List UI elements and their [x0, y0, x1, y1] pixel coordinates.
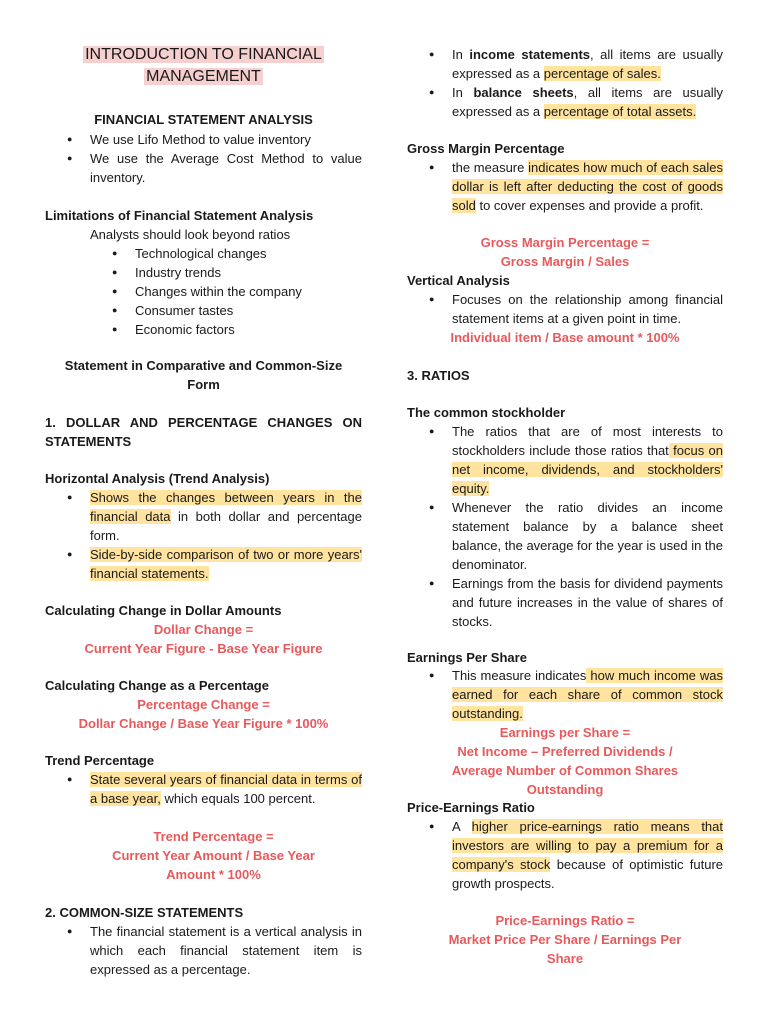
- highlighted-text: percentage of sales.: [543, 66, 661, 81]
- highlighted-text: how much income was earned for each share of common stock outstanding.: [452, 668, 723, 721]
- common-size-list: [45, 922, 362, 979]
- trend-formula-line-1: Trend Percentage =: [153, 829, 274, 844]
- vertical-heading: Vertical Analysis: [407, 273, 510, 288]
- highlighted-text: Shows the changes between years in the financial data: [90, 490, 362, 524]
- list-item: ● Whenever the ratio divides an income statement balance by a balance sheet balance, the average for the year is used in the denominator.: [407, 498, 723, 574]
- gross-margin-heading: Gross Margin Percentage: [407, 141, 565, 156]
- list-item-text: In: [452, 85, 474, 100]
- pe-formula-line-2: Market Price Per Share / Earnings Per: [448, 932, 682, 947]
- trend-formula-line-3: Amount * 100%: [166, 867, 261, 882]
- list-item-text: A: [452, 819, 472, 834]
- dollar-pct-heading: 1. DOLLAR AND PERCENTAGE CHANGES ON STATEMENTS: [45, 415, 362, 449]
- stockholder-heading: The common stockholder: [407, 405, 566, 420]
- eps-formula-line-1: Earnings per Share =: [499, 725, 631, 740]
- eps-formula-line-2: Net Income – Preferred Dividends /: [457, 744, 673, 759]
- ratios-heading: 3. RATIOS: [407, 368, 470, 383]
- dollar-formula-line-2: Current Year Figure - Base Year Figure: [84, 641, 323, 656]
- list-item: [407, 422, 723, 498]
- list-item: ● Industry trends: [45, 263, 362, 282]
- gross-formula-line-2: Gross Margin / Sales: [500, 254, 630, 269]
- list-item: [407, 158, 723, 215]
- horizontal-list: [45, 488, 362, 583]
- list-item: ● Technological changes: [45, 244, 362, 263]
- list-item: [45, 770, 362, 808]
- gross-margin-list: [407, 158, 723, 215]
- list-item-text: because of optimistic future growth prospects.: [452, 857, 724, 891]
- list-item-text: In: [452, 47, 470, 62]
- dollar-formula-line-1: Dollar Change =: [153, 622, 254, 637]
- list-item-text: , all items are usually expressed as a: [452, 47, 723, 81]
- list-item: ● We use Lifo Method to value inventory: [45, 130, 362, 149]
- vertical-formula: Individual item / Base amount * 100%: [450, 330, 680, 345]
- list-item-text: The ratios that are of most interests to stockholders include those ratios that: [452, 424, 723, 458]
- highlighted-text: Side-by-side comparison of two or more years' financial statements.: [90, 547, 362, 581]
- list-item-text: which equals 100 percent.: [160, 791, 316, 806]
- eps-heading: Earnings Per Share: [407, 650, 527, 665]
- fsa-list: [45, 130, 362, 187]
- bold-text: income statements: [469, 47, 591, 62]
- trend-formula-line-2: Current Year Amount / Base Year: [112, 848, 315, 863]
- list-item: ● Focuses on the relationship among financial statement items at a given point in time.: [407, 290, 723, 328]
- limitations-list: [45, 244, 362, 339]
- statement-types-list: [407, 45, 723, 121]
- eps-formula-line-3: Average Number of Common Shares: [451, 763, 679, 778]
- limitations-heading: Limitations of Financial Statement Analysis: [45, 208, 314, 223]
- eps-list: [407, 666, 723, 723]
- stockholder-list: [407, 422, 723, 631]
- list-item: ● Changes within the company: [45, 282, 362, 301]
- list-item: [407, 666, 723, 723]
- fsa-heading: FINANCIAL STATEMENT ANALYSIS: [94, 112, 313, 127]
- list-item-text: , all items are usually expressed as a: [452, 85, 723, 119]
- highlighted-text: indicates how much of each sales dollar is left after deducting the cost of goods sold: [452, 160, 724, 213]
- list-item: [407, 83, 723, 121]
- common-size-heading: 2. COMMON-SIZE STATEMENTS: [45, 905, 244, 920]
- list-item-text: This measure indicates: [452, 668, 587, 683]
- eps-formula-line-4: Outstanding: [526, 782, 604, 797]
- list-item: ● Economic factors: [45, 320, 362, 339]
- highlighted-text: percentage of total assets.: [543, 104, 697, 119]
- calc-pct-heading: Calculating Change as a Percentage: [45, 678, 269, 693]
- trend-heading: Trend Percentage: [45, 753, 155, 768]
- highlighted-text: focus on net income, dividends, and stockholders' equity.: [452, 443, 723, 496]
- pct-formula-line-2: Dollar Change / Base Year Figure * 100%: [78, 716, 329, 731]
- horizontal-heading: Horizontal Analysis (Trend Analysis): [45, 471, 270, 486]
- calc-dollar-heading: Calculating Change in Dollar Amounts: [45, 603, 282, 618]
- pe-heading: Price-Earnings Ratio: [407, 800, 535, 815]
- highlighted-text: State several years of financial data in terms of a base year,: [90, 772, 362, 806]
- list-item: [407, 45, 723, 83]
- gross-formula-line-1: Gross Margin Percentage =: [480, 235, 650, 250]
- limitations-intro: Analysts should look beyond ratios: [90, 227, 291, 242]
- list-item: [45, 488, 362, 545]
- pe-formula-line-3: Share: [546, 951, 584, 966]
- title-line-2: MANAGEMENT: [146, 68, 261, 85]
- list-item: ● Consumer tastes: [45, 301, 362, 320]
- trend-list: [45, 770, 362, 808]
- bold-text: balance sheets: [473, 85, 574, 100]
- comparative-heading: Statement in Comparative and Common-Size Form: [64, 358, 343, 392]
- pe-list: [407, 817, 723, 893]
- pct-formula-line-1: Percentage Change =: [137, 697, 270, 712]
- list-item-text: to cover expenses and provide a profit.: [475, 198, 704, 213]
- list-item-text: the measure: [452, 160, 529, 175]
- list-item: [45, 545, 362, 583]
- vertical-list: [407, 290, 723, 328]
- document-title: [45, 44, 362, 88]
- list-item: ● We use the Average Cost Method to value inventory.: [45, 149, 362, 187]
- title-line-1: INTRODUCTION TO FINANCIAL: [85, 46, 322, 63]
- list-item-text: in both dollar and percentage form.: [90, 509, 362, 543]
- list-item: [407, 817, 723, 893]
- pe-formula-line-1: Price-Earnings Ratio =: [495, 913, 635, 928]
- highlighted-text: higher price-earnings ratio means that investors are willing to pay a premium for a company's stock: [452, 819, 723, 872]
- list-item: ● The financial statement is a vertical analysis in which each financial statement item is expressed as a percentage.: [45, 922, 362, 979]
- list-item: ● Earnings from the basis for dividend payments and future increases in the value of shares of stocks.: [407, 574, 723, 631]
